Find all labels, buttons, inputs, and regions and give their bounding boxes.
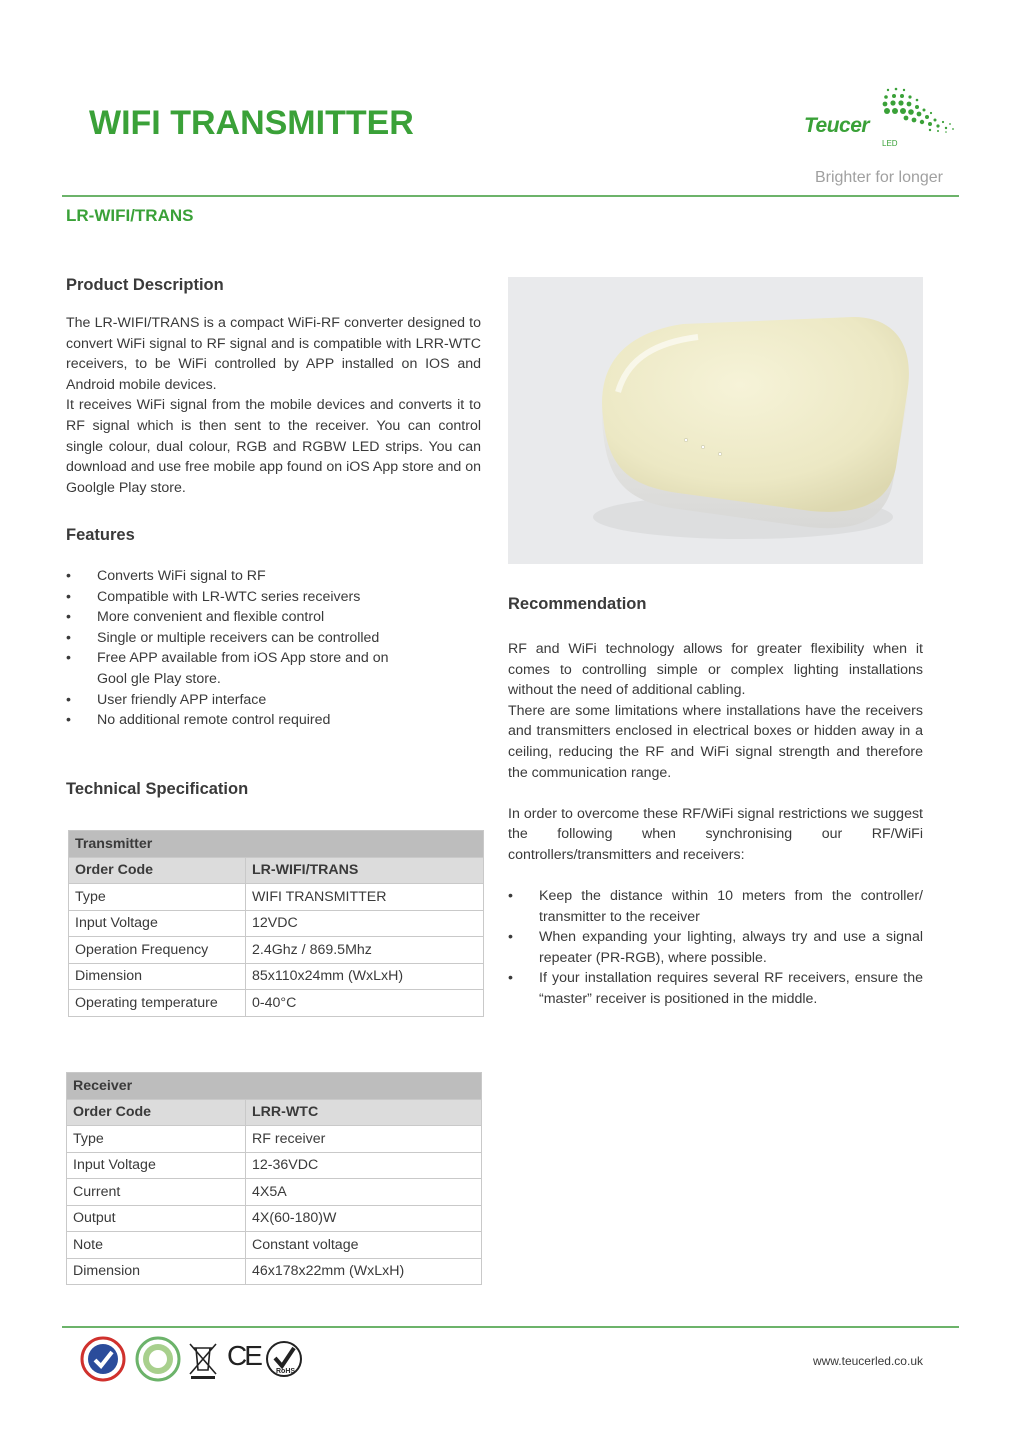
product-description-heading: Product Description — [66, 276, 224, 294]
table-row — [69, 937, 484, 964]
brand-name: Teucer — [804, 114, 870, 137]
recommendation-paragraph: In order to overcome these RF/WiFi signal restrictions we suggest the following when synchronising our RF/WiFi controllers/transmitters and receivers: — [508, 805, 923, 863]
table-row — [67, 1205, 482, 1232]
table-cell: 12-36VDC — [246, 1152, 482, 1179]
table-cell: Dimension — [67, 1258, 246, 1285]
bullet-icon: • — [508, 929, 513, 946]
table-title: Transmitter — [69, 831, 484, 858]
table-row — [67, 1073, 482, 1100]
table-row — [67, 1099, 482, 1126]
receiver-spec-table — [66, 1072, 482, 1285]
feature-text: Free APP available from iOS App store and on Gool gle Play store. — [97, 650, 389, 687]
recommendation-item-text: If your installation requires several RF receivers, ensure the “master” receiver is positioned in the middle. — [539, 970, 923, 1007]
table-cell: 0-40°C — [246, 990, 484, 1017]
bullet-icon: • — [66, 691, 71, 708]
certification-logos — [78, 1336, 318, 1382]
table-header-cell: LRR-WTC — [246, 1099, 482, 1126]
table-row — [69, 910, 484, 937]
product-code: LR-WIFI/TRANS — [66, 206, 194, 225]
recommendation-item-text: Keep the distance within 10 meters from the controller/ transmitter to the receiver — [539, 888, 923, 925]
table-row — [69, 963, 484, 990]
bullet-icon: • — [66, 650, 71, 667]
list-item — [508, 927, 923, 968]
product-photo — [508, 277, 923, 564]
bullet-icon: • — [508, 888, 513, 904]
transmitter-spec-table — [68, 830, 484, 1017]
wifi-transmitter-device-icon — [508, 277, 923, 564]
brand-sub: LED — [882, 139, 898, 148]
feature-text: More convenient and flexible control — [97, 609, 325, 626]
table-row — [67, 1152, 482, 1179]
bullet-icon: • — [66, 568, 71, 584]
table-cell: Note — [67, 1232, 246, 1259]
table-row — [69, 831, 484, 858]
table-header-cell: Order Code — [67, 1099, 246, 1126]
teucer-logo — [800, 84, 960, 154]
header-divider — [62, 195, 959, 197]
features-list — [66, 566, 426, 731]
table-row — [69, 990, 484, 1017]
table-title: Receiver — [67, 1073, 482, 1100]
table-cell: 46x178x22mm (WxLxH) — [246, 1258, 482, 1285]
feature-text: Converts WiFi signal to RF — [97, 568, 266, 584]
technical-specification-heading: Technical Specification — [66, 780, 249, 798]
table-cell: Current — [67, 1179, 246, 1206]
rohs-icon — [264, 1336, 304, 1382]
table-row — [67, 1179, 482, 1206]
product-description-paragraph: The LR-WIFI/TRANS is a compact WiFi-RF converter designed to convert WiFi signal to RF signal and is compatible with LRR-WTC receivers, to be WiFi controlled by APP installed on IOS and Android mobile devices. — [66, 315, 481, 393]
features-heading: Features — [66, 526, 135, 544]
bullet-icon: • — [66, 609, 71, 626]
table-cell: Input Voltage — [67, 1152, 246, 1179]
recommendation-paragraph: There are some limitations where installations have the receivers and transmitters enclosed in electrical boxes or hidden away in a ceiling, reducing the RF and WiFi signal strength and therefore the communication range. — [508, 702, 923, 781]
table-cell: Dimension — [69, 963, 246, 990]
list-item — [66, 710, 426, 731]
list-item — [66, 648, 397, 689]
table-cell: 85x110x24mm (WxLxH) — [246, 963, 484, 990]
feature-text: User friendly APP interface — [97, 691, 267, 708]
recommendation-text — [508, 639, 923, 866]
feature-text: No additional remote control required — [97, 712, 331, 729]
recommendation-item-text: When expanding your lighting, always try and use a signal repeater (PR-RGB), where possible. — [539, 929, 923, 966]
list-item — [66, 607, 426, 628]
table-row — [67, 1258, 482, 1285]
table-cell: 2.4Ghz / 869.5Mhz — [246, 937, 484, 964]
list-item — [508, 886, 923, 927]
product-description-paragraph: It receives WiFi signal from the mobile devices and converts it to RF signal which is then sent to the receiver. You can control single colour, dual colour, RGB and RGBW LED strips. You can download and use free mobile app found on iOS App store and on Goolgle Play store. — [66, 397, 481, 496]
table-row — [67, 1126, 482, 1153]
list-item — [508, 968, 923, 1009]
list-item — [66, 628, 426, 649]
table-cell: 4X5A — [246, 1179, 482, 1206]
table-header-cell: LR-WIFI/TRANS — [246, 857, 484, 884]
table-cell: RF receiver — [246, 1126, 482, 1153]
table-cell: Output — [67, 1205, 246, 1232]
bullet-icon: • — [66, 629, 71, 646]
bullet-icon: • — [66, 712, 71, 729]
list-item — [66, 566, 426, 587]
table-cell: WIFI TRANSMITTER — [246, 884, 484, 911]
table-cell: Operation Frequency — [69, 937, 246, 964]
feature-text: Compatible with LR-WTC series receivers — [97, 588, 361, 605]
product-description-text — [66, 313, 481, 498]
table-cell: Constant voltage — [246, 1232, 482, 1259]
table-row — [69, 884, 484, 911]
table-row — [69, 857, 484, 884]
bullet-icon: • — [66, 588, 71, 605]
table-cell: Input Voltage — [69, 910, 246, 937]
list-item — [66, 587, 426, 608]
table-header-cell: Order Code — [69, 857, 246, 884]
recommendation-paragraph: RF and WiFi technology allows for greater flexibility when it comes to controlling simple or complex lighting installations without the need of additional cabling. — [508, 641, 923, 699]
table-cell: 4X(60-180)W — [246, 1205, 482, 1232]
page-title: WIFI TRANSMITTER — [89, 104, 414, 142]
table-cell: 12VDC — [246, 910, 484, 937]
table-row — [67, 1232, 482, 1259]
rohs-label: RoHS — [276, 1368, 296, 1375]
tagline: Brighter for longer — [814, 169, 943, 186]
bullet-icon: • — [508, 970, 513, 987]
ce-mark: CE — [227, 1340, 260, 1371]
feature-text: Single or multiple receivers can be controlled — [97, 629, 380, 646]
recommendation-list — [508, 886, 923, 1010]
table-cell: Operating temperature — [69, 990, 246, 1017]
website-link[interactable]: www.teucerled.co.uk — [812, 1354, 923, 1368]
table-cell: Type — [69, 884, 246, 911]
table-cell: Type — [67, 1126, 246, 1153]
list-item — [66, 690, 426, 711]
footer-divider — [62, 1326, 959, 1328]
recommendation-heading: Recommendation — [508, 595, 647, 613]
